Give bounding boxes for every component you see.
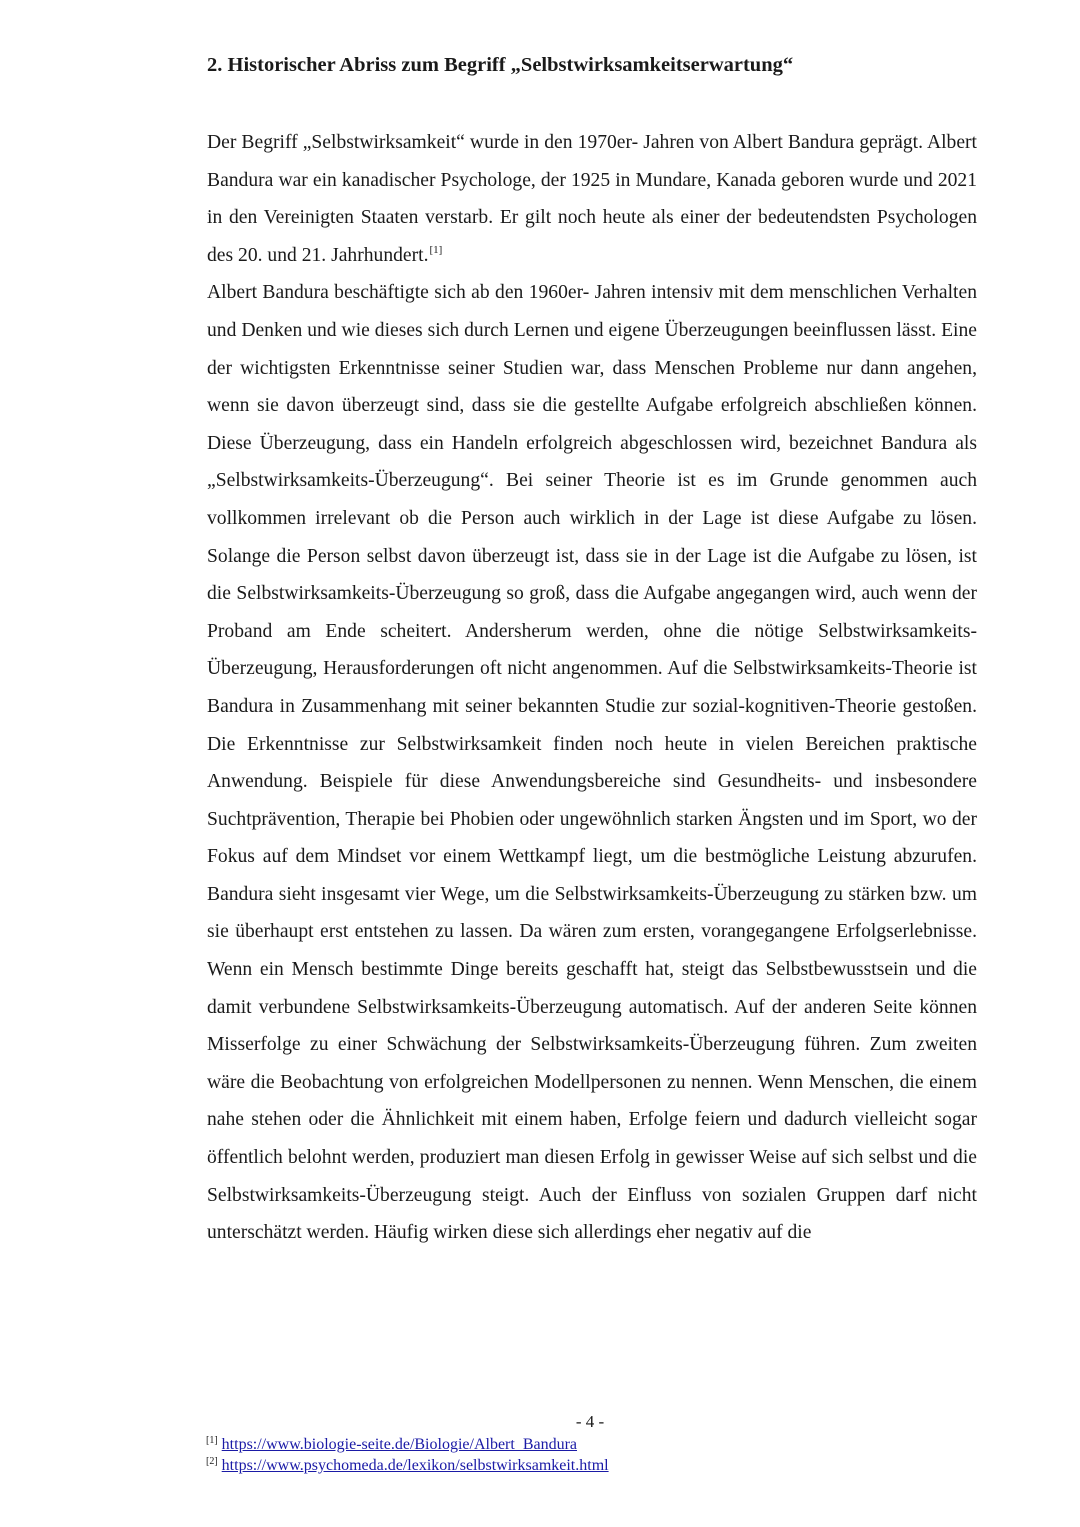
footnote-reference-1[interactable]: [1]	[429, 243, 443, 256]
footnote-link-2[interactable]: https://www.psychomeda.de/lexikon/selbstwirksamkeit.html	[221, 1457, 609, 1474]
paragraph-intro-text: Der Begriff „Selbstwirksamkeit“ wurde in den 1970er- Jahren von Albert Bandura geprägt. Albert Bandura war ein kanadischer Psychologe, der 1925 in Mundare, Kanada geboren wurde und 2021 in den Vereinigten Staaten verstarb. Er gilt noch heute als einer der bedeutendsten Psychologen des 20. und 21. Jahrhundert.	[207, 132, 977, 266]
body-text	[207, 124, 977, 1252]
footnote-link-1[interactable]: https://www.biologie-seite.de/Biologie/Albert_Bandura	[221, 1436, 578, 1453]
paragraph-main-text: Albert Bandura beschäftigte sich ab den 1960er- Jahren intensiv mit dem menschlichen Verhalten und Denken und wie dieses sich durch Lernen und eigene Überzeugungen beeinflussen lässt. Eine der wichtigsten Erkenntnisse seiner Studien war, dass Menschen Probleme nur dann angehen, wenn sie davon überzeugt sind, dass sie die gestellte Aufgabe erfolgreich abschließen können. Diese Überzeugung, dass ein Handeln erfolgreich abgeschlossen wird, bezeichnet Bandura als „Selbstwirksamkeits-Überzeugung“. Bei seiner Theorie ist es im Grunde genommen auch vollkommen irrelevant ob die Person auch wirklich in der Lage ist diese Aufgabe zu lösen. Solange die Person selbst davon überzeugt ist, dass sie in der Lage ist die Aufgabe zu lösen, ist die Selbstwirksamkeits-Überzeugung so groß, dass die Aufgabe angegangen wird, auch wenn der Proband am Ende scheitert. Andersherum werden, ohne die nötige Selbstwirksamkeits-Überzeugung, Herausforderungen oft nicht angenommen. Auf die Selbstwirksamkeits-Theorie ist Bandura in Zusammenhang mit seiner bekannten Studie zur sozial-kognitiven-Theorie gestoßen. Die Erkenntnisse zur Selbstwirksamkeit finden noch heute in vielen Bereichen praktische Anwendung. Beispiele für diese Anwendungsbereiche sind Gesundheits- und insbesondere Suchtprävention, Therapie bei Phobien oder ungewöhnlich starken Ängsten und im Sport, wo der Fokus auf dem Mindset vor einem Wettkampf liegt, um die bestmögliche Leistung abzurufen. Bandura sieht insgesamt vier Wege, um die Selbstwirksamkeits-Überzeugung zu stärken bzw. um sie überhaupt erst entstehen zu lassen. Da wären zum ersten, vorangegangene Erfolgserlebnisse. Wenn ein Mensch bestimmte Dinge bereits geschafft hat, steigt das Selbstbewusstsein und die damit verbundene Selbstwirksamkeits-Überzeugung automatisch. Auf der anderen Seite können Misserfolge zu einer Schwächung der Selbstwirksamkeits-Überzeugung führen. Zum zweiten wäre die Beobachtung von erfolgreichen Modellpersonen zu nennen. Wenn Menschen, die einem nahe stehen oder die Ähnlichkeit mit einem haben, Erfolge feiern und dadurch vielleicht sogar öffentlich belohnt werden, produziert man diesen Erfolg in gewisser Weise auf sich selbst und die Selbstwirksamkeits-Überzeugung steigt. Auch der Einfluss von sozialen Gruppen darf nicht unterschätzt werden. Häufig wirken diese sich allerdings eher negativ auf die	[207, 282, 977, 1244]
paragraph-intro	[207, 124, 977, 274]
footnote-2	[206, 1455, 906, 1476]
footnote-marker: [1]	[206, 1435, 218, 1446]
footnote-1	[206, 1434, 906, 1455]
paragraph-main	[207, 274, 977, 1251]
footnotes	[206, 1434, 906, 1476]
footnote-marker: [2]	[206, 1456, 218, 1467]
section-heading: 2. Historischer Abriss zum Begriff „Selbstwirksamkeitserwartung“	[207, 54, 794, 76]
page-number: - 4 -	[575, 1412, 605, 1431]
